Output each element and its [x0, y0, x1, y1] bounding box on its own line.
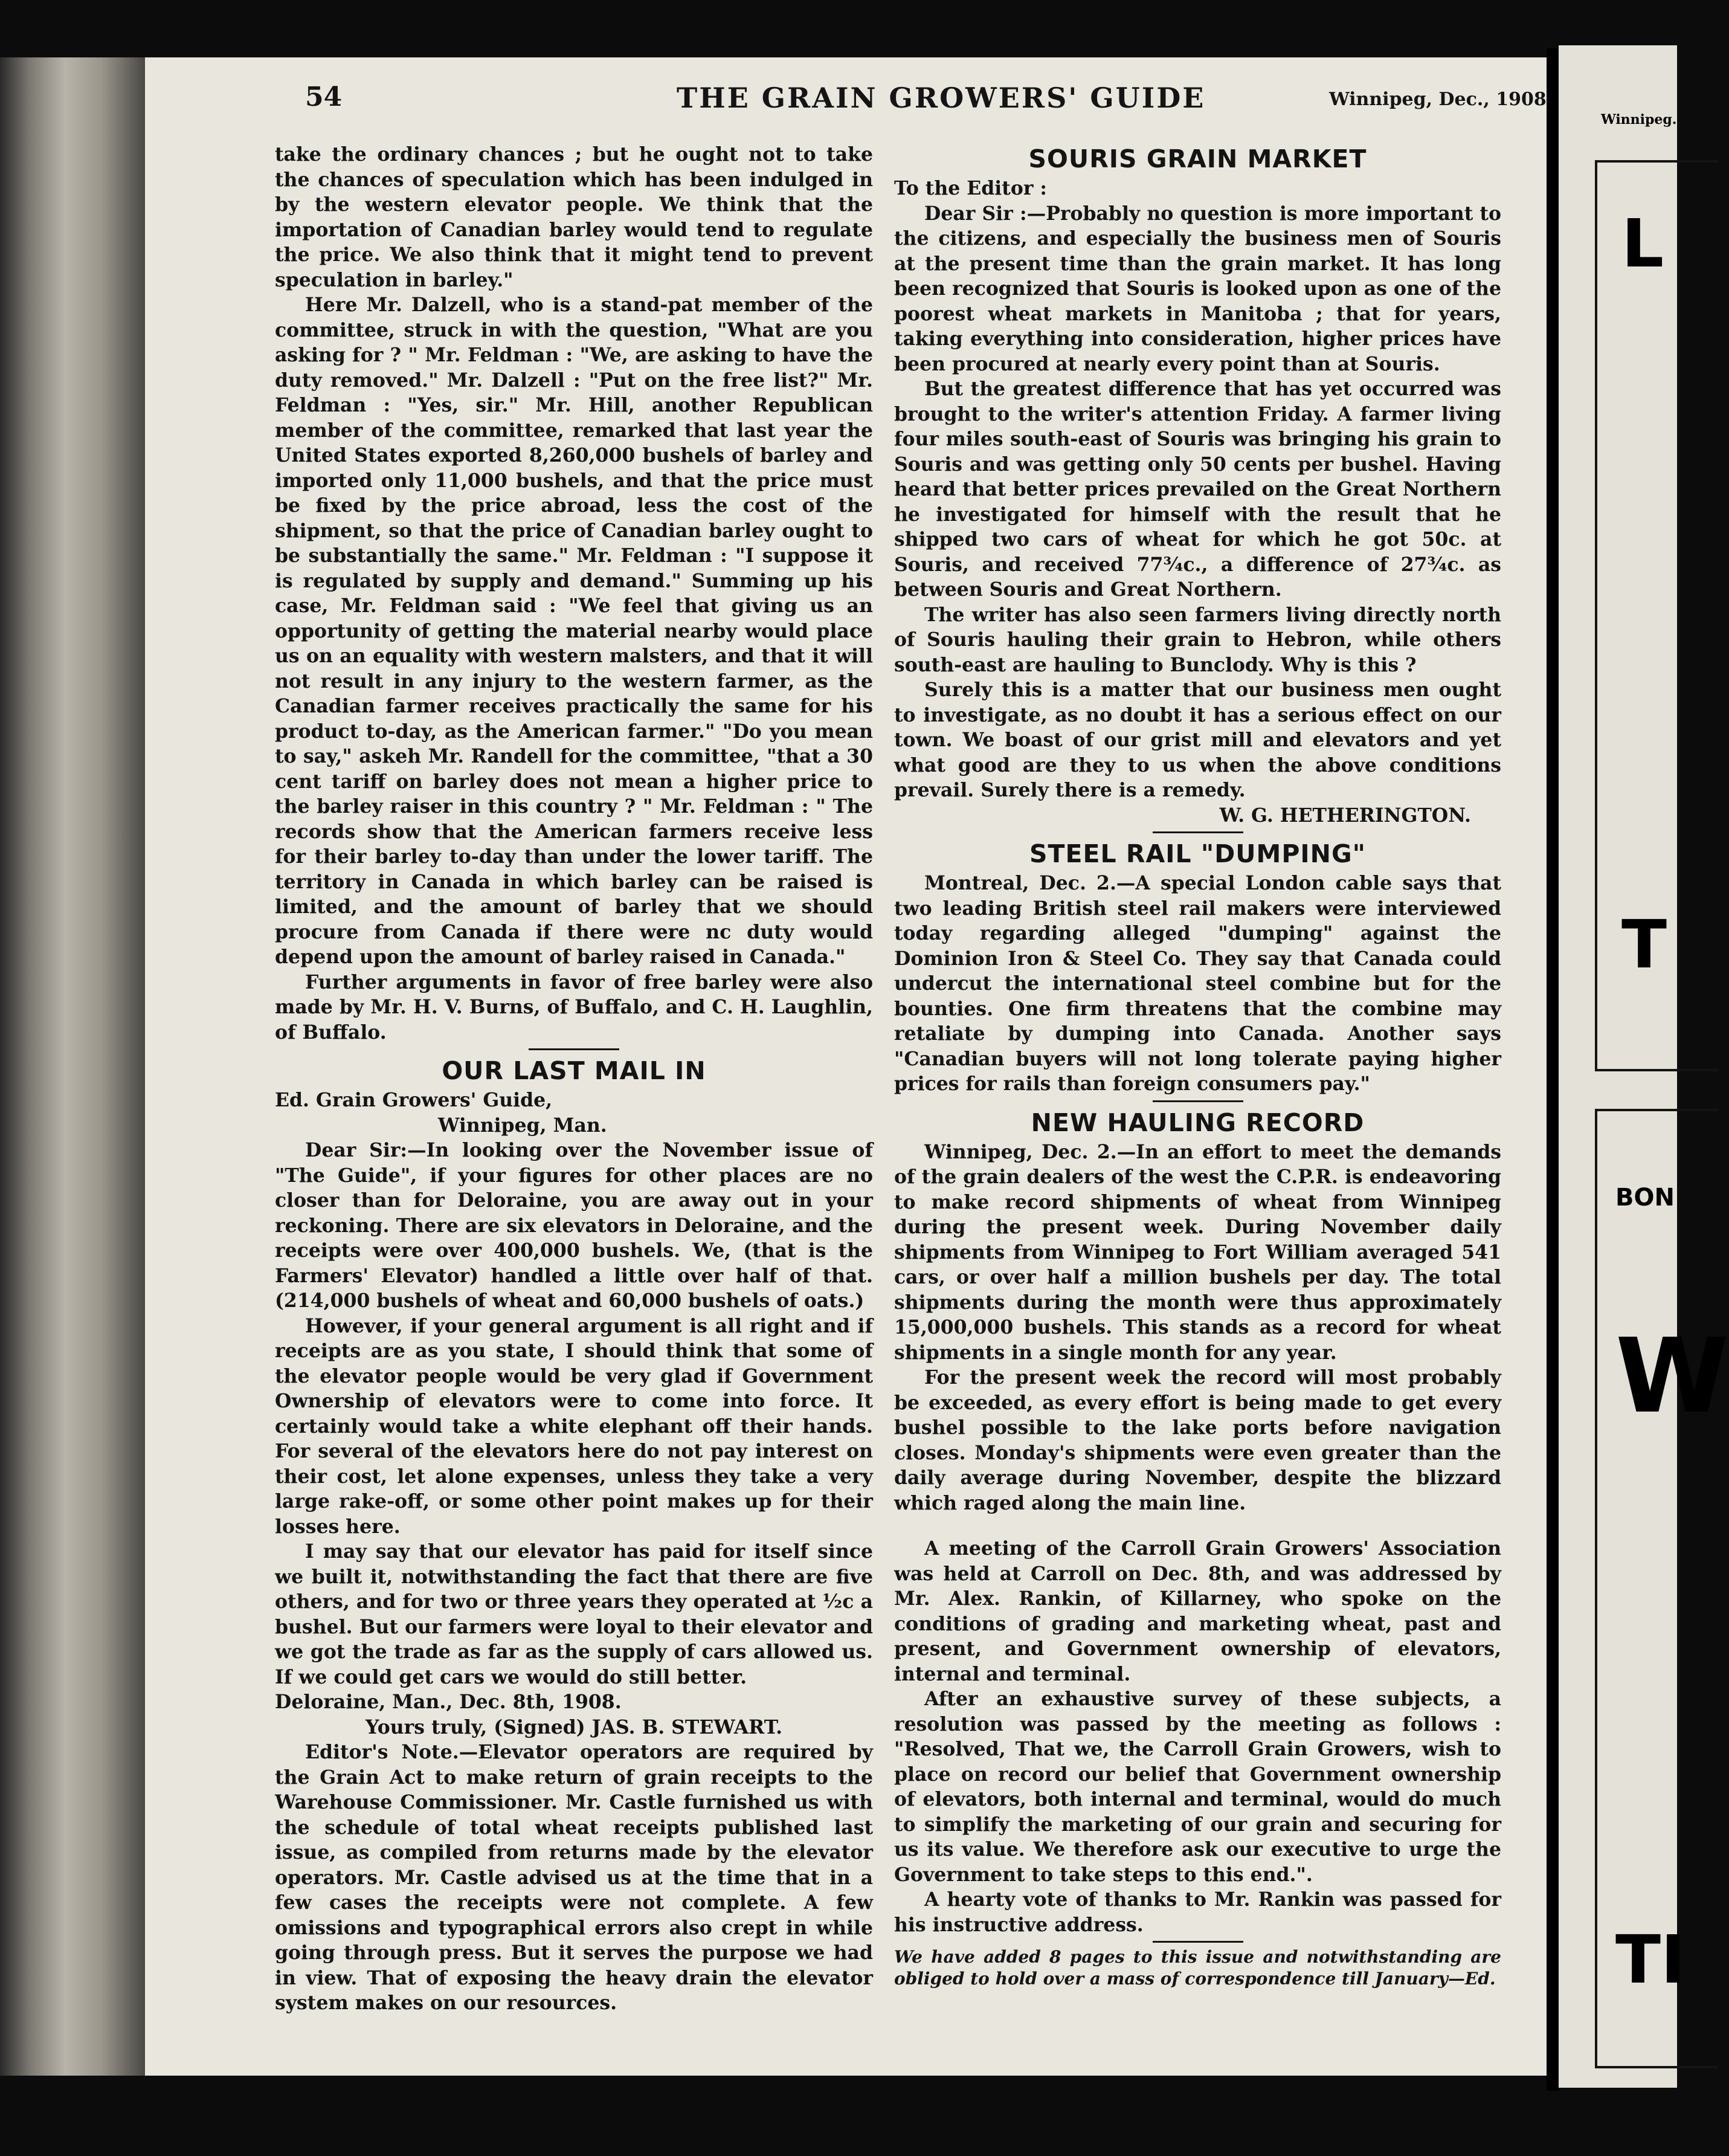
divider [1153, 1941, 1243, 1943]
paragraph: The writer has also seen farmers living directly north of Souris hauling their grain to Hebron, while others south-east are hauling to Bunclody. Why is this ? [894, 603, 1501, 676]
facing-page-header: Winnipeg. [1601, 112, 1677, 127]
masthead: THE GRAIN GROWERS' GUIDE [677, 82, 1206, 114]
divider [1153, 831, 1243, 833]
paragraph: Further arguments in favor of free barley were also made by Mr. H. V. Burns, of Buffalo, and C. H. Laughlin, of Buffalo. [275, 970, 873, 1044]
paragraph: Dear Sir :—Probably no question is more important to the citizens, and especially the business men of Souris at the present time than the grain market. It has long been recognized that Souris is looked upon as one of the poorest wheat markets in Manitoba ; that for years, taking everything into consideration, higher prices have been procured at nearly every point than at Souris. [894, 202, 1501, 375]
page-header [145, 82, 1547, 130]
page-number: 54 [305, 82, 343, 112]
paragraph: But the greatest difference that has yet occurred was brought to the writer's attention Friday. A farmer living four miles south-east of Souris was bringing his grain to Souris and was getting only 50 cents per bushel. Having heard that better prices prevailed on the Great Northern he investigated for himself with the result that he shipped two cars of wheat for which he got 50c. at Souris, and received 77¾c., a difference of 27¾c. as between Souris and Great Northern. [894, 378, 1501, 601]
ad-letter: T [1621, 906, 1667, 983]
spacer [894, 1515, 1501, 1536]
facing-page [1559, 45, 1729, 2088]
newspaper-page [145, 57, 1547, 2076]
right-column [894, 142, 1501, 1990]
signature: Yours truly, (Signed) JAS. B. STEWART. [365, 1715, 783, 1738]
dateline: Winnipeg, Dec., 1908 [1329, 89, 1547, 110]
place-date: Deloraine, Man., Dec. 8th, 1908. [275, 1691, 622, 1713]
ad-letter: W [1615, 1317, 1729, 1436]
paragraph: Montreal, Dec. 2.—A special London cable says that two leading British steel rail makers were interviewed today regarding alleged "dumping" against the Dominion Iron & Steel Co. They say that Canada could undercut the international steel combine but for the bounties. One firm threatens that the combine may retaliate by dumping into Canada. Another says "Canadian buyers will not long tolerate paying higher prices for rails than foreign consumers pay." [894, 872, 1501, 1095]
salutation: To the Editor : [894, 177, 1048, 199]
paragraph: For the present week the record will most probably be exceeded, as every effort is being made to get every bushel possible to the lake ports before navigation closes. Monday's shipments were even greater than the daily average during November, despite the blizzard which raged along the main line. [894, 1366, 1501, 1514]
ad-box [1595, 1109, 1729, 2068]
ad-box [1595, 160, 1718, 1071]
article-heading: OUR LAST MAIL IN [442, 1056, 706, 1085]
paragraph: take the ordinary chances ; but he ought not to take the chances of speculation which has been indulged in by the western elevator people. We think that the importation of Canadian barley would tend to regulate the price. We also think that it might tend to prevent speculation in barley." [275, 143, 873, 291]
address-line: Ed. Grain Growers' Guide, [275, 1089, 553, 1111]
paragraph: Here Mr. Dalzell, who is a stand-pat member of the committee, struck in with the question, "What are you asking for ? " Mr. Feldman : "We, are asking to have the duty removed." Mr. Dalzell : "Put on the free list?" Mr. Feldman : "Yes, sir." Mr. Hill, another Republican member of the committee, remarked that last year the United States exported 8,260,000 bushels of barley and imported only 11,000 bushels, and that the price must be fixed by the price abroad, less the cost of the shipment, so that the price of Canadian barley ought to be substantially the same." Mr. Feldman : "I suppose it is regulated by supply and demand." Summing up his case, Mr. Feldman said : "We feel that giving us an opportunity of getting the material nearby would place us on an equality with western malsters, and that it will not result in any injury to the western farmer, as the Canadian farmer receives practically the same for his product to-day, as the American farmer." "Do you mean to say," askeh Mr. Randell for the committee, "that a 30 cent tariff on barley does not mean a higher price to the barley raiser in this country ? " Mr. Feldman : " The records show that the American farmers receive less for their barley to-day than under the lower tariff. The territory in Canada in which barley can be raised is limited, and the amount of barley that we should procure from Canada if there were nc duty would depend upon the amount of barley raised in Canada." [275, 294, 873, 968]
editorial-note: We have added 8 pages to this issue and notwithstanding are obliged to hold over a mass of correspondence till January—Ed. [894, 1947, 1501, 1989]
paragraph: After an exhaustive survey of these subjects, a resolution was passed by the meeting as follows : "Resolved, That we, the Carroll Grain Growers, wish to place on record our belief that Government ownership of elevators, both internal and terminal, would do much to simplify the marketing of our grain and securing for us its value. We therefore ask our executive to urge the Government to take steps to this end.". [894, 1688, 1501, 1886]
address-line: Winnipeg, Man. [438, 1114, 607, 1137]
page-gutter [1547, 48, 1559, 2091]
divider [529, 1048, 619, 1050]
ad-letter: L [1621, 205, 1664, 282]
ad-letter: TI [1615, 1921, 1686, 1998]
article-heading: STEEL RAIL "DUMPING" [1029, 839, 1366, 868]
paragraph: I may say that our elevator has paid for itself since we built it, notwithstanding the fact that there are five others, and for two or three years they operated at ½c a bushel. But our farmers were loyal to their elevator and we got the trade as far as the supply of cars allowed us. If we could get cars we would do still better. [275, 1540, 873, 1688]
signature: W. G. HETHERINGTON. [1219, 804, 1471, 827]
book-binding [0, 57, 145, 2076]
editors-note: Editor's Note.—Elevator operators are required by the Grain Act to make return of grain receipts to the Warehouse Commissioner. Mr. Castle furnished us with the schedule of total wheat receipts published last issue, as compiled from returns made by the elevator operators. Mr. Castle advised us at the time that in a few cases the receipts were not complete. A few omissions and typographical errors also crept in while going through press. But it serves the purpose we had in view. That of exposing the heavy drain the elevator system makes on our resources. [275, 1741, 873, 2014]
ad-fragment: BON [1615, 1184, 1675, 1212]
paragraph: Dear Sir:—In looking over the November issue of "The Guide", if your figures for other places are no closer than for Deloraine, you are away out in your reckoning. There are six elevators in Deloraine, and the receipts were over 400,000 bushels. We, (that is the Farmers' Elevator) handled a little over half of that. (214,000 bushels of wheat and 60,000 bushels of oats.) [275, 1139, 873, 1312]
left-column [275, 142, 873, 2016]
paragraph: A hearty vote of thanks to Mr. Rankin was passed for his instructive address. [894, 1888, 1501, 1936]
article-heading: NEW HAULING RECORD [1031, 1108, 1365, 1137]
paragraph: Winnipeg, Dec. 2.—In an effort to meet the demands of the grain dealers of the west the C.P.R. is endeavoring to make record shipments of wheat from Winnipeg during the present week. During November daily shipments from Winnipeg to Fort William averaged 541 cars, or over half a million bushels per day. The total shipments during the month were thus approximately 15,000,000 bushels. This stands as a record for wheat shipments in a single month for any year. [894, 1140, 1501, 1364]
divider [1153, 1100, 1243, 1102]
paragraph: A meeting of the Carroll Grain Growers' Association was held at Carroll on Dec. 8th, and was addressed by Mr. Alex. Rankin, of Killarney, who spoke on the conditions of grading and marketing wheat, past and present, and Government ownership of elevators, internal and terminal. [894, 1537, 1501, 1685]
article-heading: SOURIS GRAIN MARKET [1028, 144, 1367, 173]
paragraph: However, if your general argument is all right and if receipts are as you state, I should think that some of the elevator people would be very glad if Government Ownership of elevators were to come into force. It certainly would take a white elephant off their hands. For several of the elevators here do not pay interest on their cost, let alone expenses, unless they take a very large rake-off, or some other point makes up for their losses here. [275, 1314, 873, 1538]
paragraph: Surely this is a matter that our business men ought to investigate, as no doubt it has a serious effect on our town. We boast of our grist mill and elevators and yet what good are they to us when the above conditions prevail. Surely there is a remedy. [894, 679, 1501, 801]
